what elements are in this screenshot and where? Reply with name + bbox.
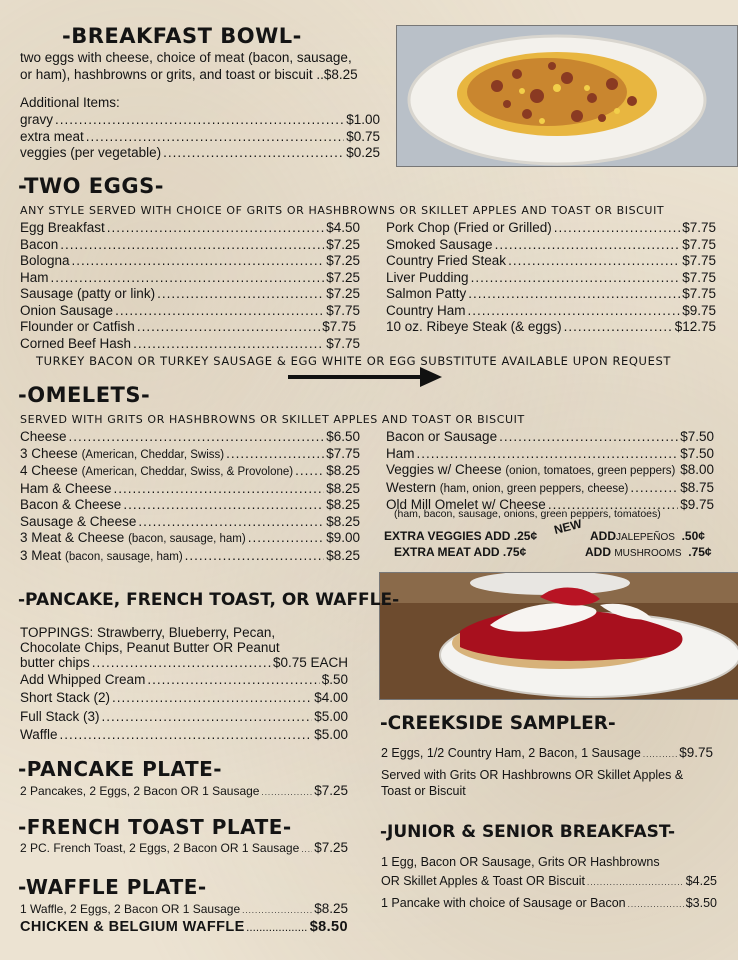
chicken-waffle-row (20, 919, 348, 938)
pancake-plate-row (20, 783, 348, 802)
item-name: Ham & Cheese (20, 480, 112, 496)
item-name: Egg Breakfast (20, 220, 105, 235)
item-price: $6.50 (326, 429, 360, 444)
item-price: $7.25 (326, 286, 360, 301)
menu-item (20, 319, 356, 336)
omelets-title: -OMELETS- (18, 383, 151, 407)
menu-item (386, 429, 714, 446)
menu-item (20, 727, 348, 744)
item-name: Bacon (20, 236, 59, 252)
junior-line-1: 1 Egg, Bacon OR Sausage, Grits OR Hashbrowns (381, 855, 660, 869)
menu-item (20, 530, 360, 548)
item-price: $1.00 (346, 112, 380, 127)
item-price: $7.75 (682, 253, 716, 268)
new-badge: NEW (552, 516, 584, 537)
menu-item (20, 481, 360, 498)
item-name: Old Mill Omelet w/ Cheese (386, 497, 546, 512)
item-price: $5.00 (314, 708, 348, 724)
item-name: Ham (386, 445, 415, 461)
creekside-served-1: Served with Grits OR Hashbrowns OR Skillet Apples & (381, 768, 684, 782)
item-price: $4.00 (314, 690, 348, 705)
item-price: $8.25 (326, 480, 360, 496)
item-name: veggies (per vegetable) (20, 145, 162, 160)
junior-row-2 (381, 895, 717, 914)
menu-item (20, 497, 360, 514)
item-price: $5.00 (314, 727, 348, 742)
item-price: $0.75 (346, 128, 380, 144)
item-price: $4.25 (685, 874, 717, 888)
menu-item (20, 112, 380, 129)
item-price: $3.50 (685, 896, 717, 910)
menu-item (20, 303, 360, 320)
omelets-right-list (386, 429, 714, 514)
french-toast-plate-row (20, 840, 348, 859)
item-name: 4 Cheese (20, 463, 78, 478)
item-name: Pork Chop (Fried or Grilled) (386, 220, 552, 235)
item-name: 2 Eggs, 1/2 Country Ham, 2 Bacon, 1 Sausage (381, 746, 641, 760)
menu-item (20, 253, 360, 270)
menu-item (20, 237, 360, 254)
breakfast-bowl-title: -BREAKFAST BOWL- (62, 24, 302, 48)
menu-item (20, 548, 360, 566)
item-price: $7.25 (326, 269, 360, 285)
item-price: $7.50 (680, 429, 714, 444)
menu-item (20, 709, 348, 726)
menu-item (20, 463, 360, 481)
item-price: $7.75 (682, 236, 716, 252)
menu-item (20, 220, 360, 237)
extra-meat: EXTRA MEAT ADD .75¢ (394, 545, 527, 559)
waffle-plate-title: -WAFFLE PLATE- (18, 875, 207, 899)
item-name: Short Stack (2) (20, 690, 111, 705)
item-name: Sausage & Cheese (20, 513, 137, 529)
item-price: $7.25 (314, 840, 348, 855)
creekside-title: -CREEKSIDE SAMPLER- (380, 713, 616, 734)
item-price: $0.75 EACH (272, 655, 348, 670)
item-name: Ham (20, 269, 49, 285)
item-note: (onion, tomatoes, green peppers) (505, 465, 676, 477)
item-price: $7.75 (322, 319, 356, 334)
item-name: Bologna (20, 253, 70, 268)
item-name: 3 Meat (20, 547, 62, 563)
menu-item (20, 286, 360, 303)
item-note: (ham, onion, green peppers, cheese) (439, 482, 629, 495)
item-price: $7.75 (326, 445, 360, 461)
item-name: Sausage (patty or link) (20, 286, 156, 301)
junior-senior-title: -JUNIOR & SENIOR BREAKFAST- (380, 822, 676, 842)
two-eggs-left-list (20, 220, 360, 352)
menu-item (20, 690, 348, 707)
menu-item (20, 270, 360, 287)
item-name: 3 Cheese (20, 445, 78, 461)
item-name: Bacon & Cheese (20, 497, 122, 512)
item-price: $7.75 (326, 335, 360, 351)
pancake-photo (379, 572, 738, 700)
menu-item (386, 446, 714, 463)
item-name: gravy (20, 112, 54, 127)
menu-item (20, 446, 360, 464)
item-price: $7.50 (680, 445, 714, 461)
item-price: $8.25 (326, 463, 360, 478)
creekside-served-2: Toast or Biscuit (381, 784, 466, 798)
item-price: $8.25 (326, 547, 360, 563)
menu-item (386, 480, 714, 498)
two-eggs-note: TURKEY BACON OR TURKEY SAUSAGE & EGG WHITE OR EGG SUBSTITUTE AVAILABLE UPON REQUEST (36, 354, 671, 368)
pancake-plate-title: -PANCAKE PLATE- (18, 757, 223, 781)
extra-veggies: EXTRA VEGGIES ADD .25¢ (384, 529, 538, 543)
item-name: Add Whipped Cream (20, 671, 146, 687)
item-name: Western (386, 479, 437, 495)
item-price: $8.00 (680, 462, 714, 477)
omelets-subtitle: SERVED WITH GRITS OR HASHBROWNS OR SKILLET APPLES AND TOAST OR BISCUIT (20, 413, 525, 426)
toppings-list (20, 655, 348, 744)
item-name: 1 Waffle, 2 Eggs, 2 Bacon OR 1 Sausage (20, 902, 241, 916)
additional-items-list (20, 112, 380, 162)
menu-item (20, 129, 380, 146)
toppings-line-2: Chocolate Chips, Peanut Butter OR Peanut (20, 640, 280, 655)
item-name: Flounder or Catfish (20, 319, 135, 334)
menu-item (386, 319, 716, 336)
item-price: $7.75 (682, 269, 716, 285)
item-name: CHICKEN & BELGIUM WAFFLE (20, 919, 245, 935)
menu-item (386, 303, 716, 320)
item-price: $7.25 (326, 236, 360, 252)
item-price: $7.75 (326, 302, 360, 318)
item-name: Cheese (20, 429, 67, 444)
two-eggs-title: -TWO EGGS- (18, 174, 164, 198)
item-price: $8.25 (326, 497, 360, 512)
add-mushrooms: ADD MUSHROOMS .75¢ (585, 545, 712, 559)
item-name: 10 oz. Ribeye Steak (& eggs) (386, 319, 562, 334)
item-name: Bacon or Sausage (386, 429, 498, 444)
menu-item (20, 336, 360, 353)
menu-item (386, 286, 716, 303)
pancake-title: -PANCAKE, FRENCH TOAST, OR WAFFLE- (18, 590, 400, 610)
junior-row-1 (381, 873, 717, 892)
two-eggs-right-list (386, 220, 716, 336)
item-price: $7.75 (682, 220, 716, 235)
item-name: Country Fried Steak (386, 253, 507, 268)
item-name: Veggies w/ Cheese (386, 462, 502, 477)
menu-item (20, 145, 380, 162)
item-price: $8.50 (309, 919, 348, 935)
item-price: $9.75 (682, 302, 716, 318)
item-price: $0.25 (346, 145, 380, 160)
creekside-row (381, 745, 713, 764)
old-mill-note: (ham, bacon, sausage, onions, green peppers, tomatoes) (394, 508, 661, 520)
item-price: $9.75 (680, 497, 714, 512)
breakfast-bowl-desc-2: or ham), hashbrowns or grits, and toast or biscuit ..$8.25 (20, 67, 358, 82)
item-price: $9.75 (679, 745, 713, 760)
item-price: $9.00 (326, 530, 360, 545)
menu-item (20, 514, 360, 531)
breakfast-bowl-photo (396, 25, 738, 167)
menu-item (386, 237, 716, 254)
item-note: (American, Cheddar, Swiss) (81, 448, 225, 461)
menu-item (386, 270, 716, 287)
item-name: Liver Pudding (386, 269, 469, 285)
item-name: butter chips (20, 655, 90, 670)
item-name: Onion Sausage (20, 302, 114, 318)
menu-item (386, 220, 716, 237)
menu-item (20, 672, 348, 689)
item-price: $.50 (321, 671, 348, 687)
item-name: OR Skillet Apples & Toast OR Biscuit (381, 874, 586, 888)
breakfast-bowl-image (397, 26, 737, 166)
item-name: extra meat (20, 128, 84, 144)
item-name: Salmon Patty (386, 286, 467, 301)
item-name: Smoked Sausage (386, 236, 493, 252)
menu-item (386, 462, 714, 480)
item-name: Full Stack (3) (20, 708, 100, 724)
item-name: Country Ham (386, 302, 466, 318)
item-price: $7.75 (682, 286, 716, 301)
arrow-right-icon (288, 366, 444, 388)
add-jalapenos: ADDJALEPEÑOS .50¢ (590, 529, 705, 543)
item-name: 2 PC. French Toast, 2 Eggs, 2 Bacon OR 1 Sausage (20, 841, 300, 855)
pancake-image (380, 573, 738, 699)
item-name: Waffle (20, 727, 58, 742)
item-price: $8.25 (314, 901, 348, 916)
french-toast-plate-title: -FRENCH TOAST PLATE- (18, 815, 292, 839)
breakfast-bowl-desc-1: two eggs with cheese, choice of meat (bacon, sausage, (20, 50, 352, 65)
item-price: $8.25 (326, 513, 360, 529)
item-price: $7.25 (314, 783, 348, 798)
menu-item (20, 429, 360, 446)
menu-item (20, 655, 348, 672)
item-note: (bacon, sausage, ham) (65, 550, 183, 563)
item-name: Corned Beef Hash (20, 335, 132, 351)
two-eggs-subtitle: ANY STYLE SERVED WITH CHOICE OF GRITS OR HASHBROWNS OR SKILLET APPLES AND TOAST OR BISCUIT (20, 204, 665, 217)
item-price: $7.25 (326, 253, 360, 268)
omelets-left-list (20, 429, 360, 565)
item-name: 3 Meat & Cheese (20, 530, 125, 545)
item-price: $12.75 (674, 319, 716, 334)
item-note: (bacon, sausage, ham) (128, 533, 246, 545)
toppings-line-1: TOPPINGS: Strawberry, Blueberry, Pecan, (20, 625, 276, 640)
item-name: 2 Pancakes, 2 Eggs, 2 Bacon OR 1 Sausage (20, 784, 260, 798)
item-price: $8.75 (680, 479, 714, 495)
item-note: (American, Cheddar, Swiss, & Provolone) (81, 466, 294, 478)
item-price: $4.50 (326, 220, 360, 235)
menu-item (386, 253, 716, 270)
waffle-plate-row (20, 901, 348, 920)
additional-items-label: Additional Items: (20, 95, 120, 110)
item-name: 1 Pancake with choice of Sausage or Bacon (381, 896, 626, 910)
